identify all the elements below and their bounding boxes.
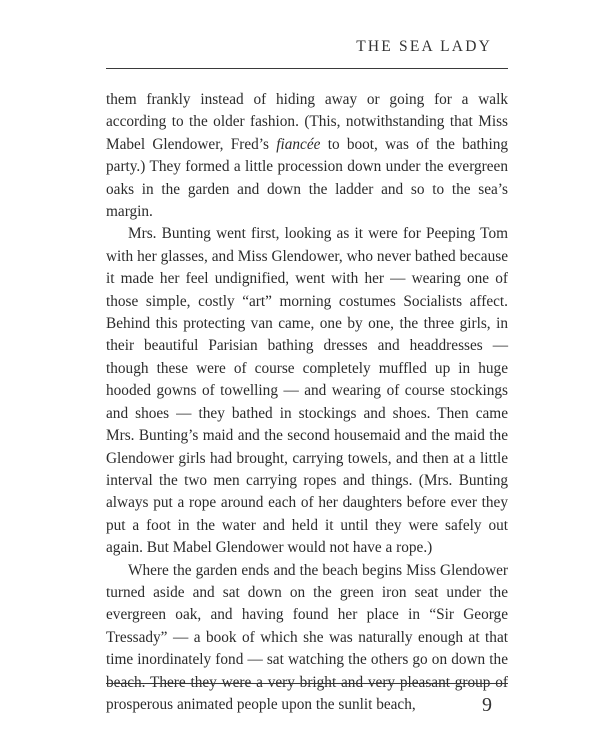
paragraph-3: Where the garden ends and the beach begins Miss Glendower turned aside and sat down on the green iron seat under the evergreen oak, and having found her place in “Sir George Tressady” — a book of which she was naturally enough at that time inordinately fond — sat watching the others go on down the beach. There they were a very bright and very pleasant group of prosperous animated people upon the sunlit beach, — [106, 561, 508, 713]
page-number: 9 — [482, 694, 492, 716]
footer-rule — [106, 683, 508, 684]
paragraph-1-text-a: them frankly instead of hiding away or going for a walk according to the older fashion. (This, notwithstanding that Miss Mabel Glendower, Fred’s — [106, 91, 508, 153]
header-rule — [106, 68, 508, 69]
paragraph-1-italic-word: fiancée — [276, 135, 321, 153]
paragraph-1 — [106, 89, 508, 223]
running-head-title: THE SEA LADY — [356, 38, 492, 55]
body-text — [106, 89, 508, 716]
paragraph-2: Mrs. Bunting went first, looking as it were for Peeping Tom with her glasses, and Miss Glendower, who never bathed because it made her feel undignified, went with her — wearing one of those simple, costly “art” morning costumes Socialists affect. Behind this protecting van came, one by one, the three girls, in their beautiful Parisian bathing dresses and headdresses — though these were of course completely muffled up in huge hooded gowns of towelling — and wearing of course stockings and shoes — they bathed in stockings and shoes. Then came Mrs. Bunting’s maid and the second housemaid and the maid the Glendower girls had brought, carrying towels, and then at a little interval the two men carrying ropes and things. (Mrs. Bunting always put a rope around each of her daughters before ever they put a foot in the water and held it until they were safely out again. But Mabel Glendower would not have a rope.) — [106, 225, 508, 557]
paragraph-1-text-b: to boot, was of the bathing party.) They formed a little procession down under the evergreen oaks in the garden and down the ladder and so to the sea’s margin. — [106, 135, 508, 221]
